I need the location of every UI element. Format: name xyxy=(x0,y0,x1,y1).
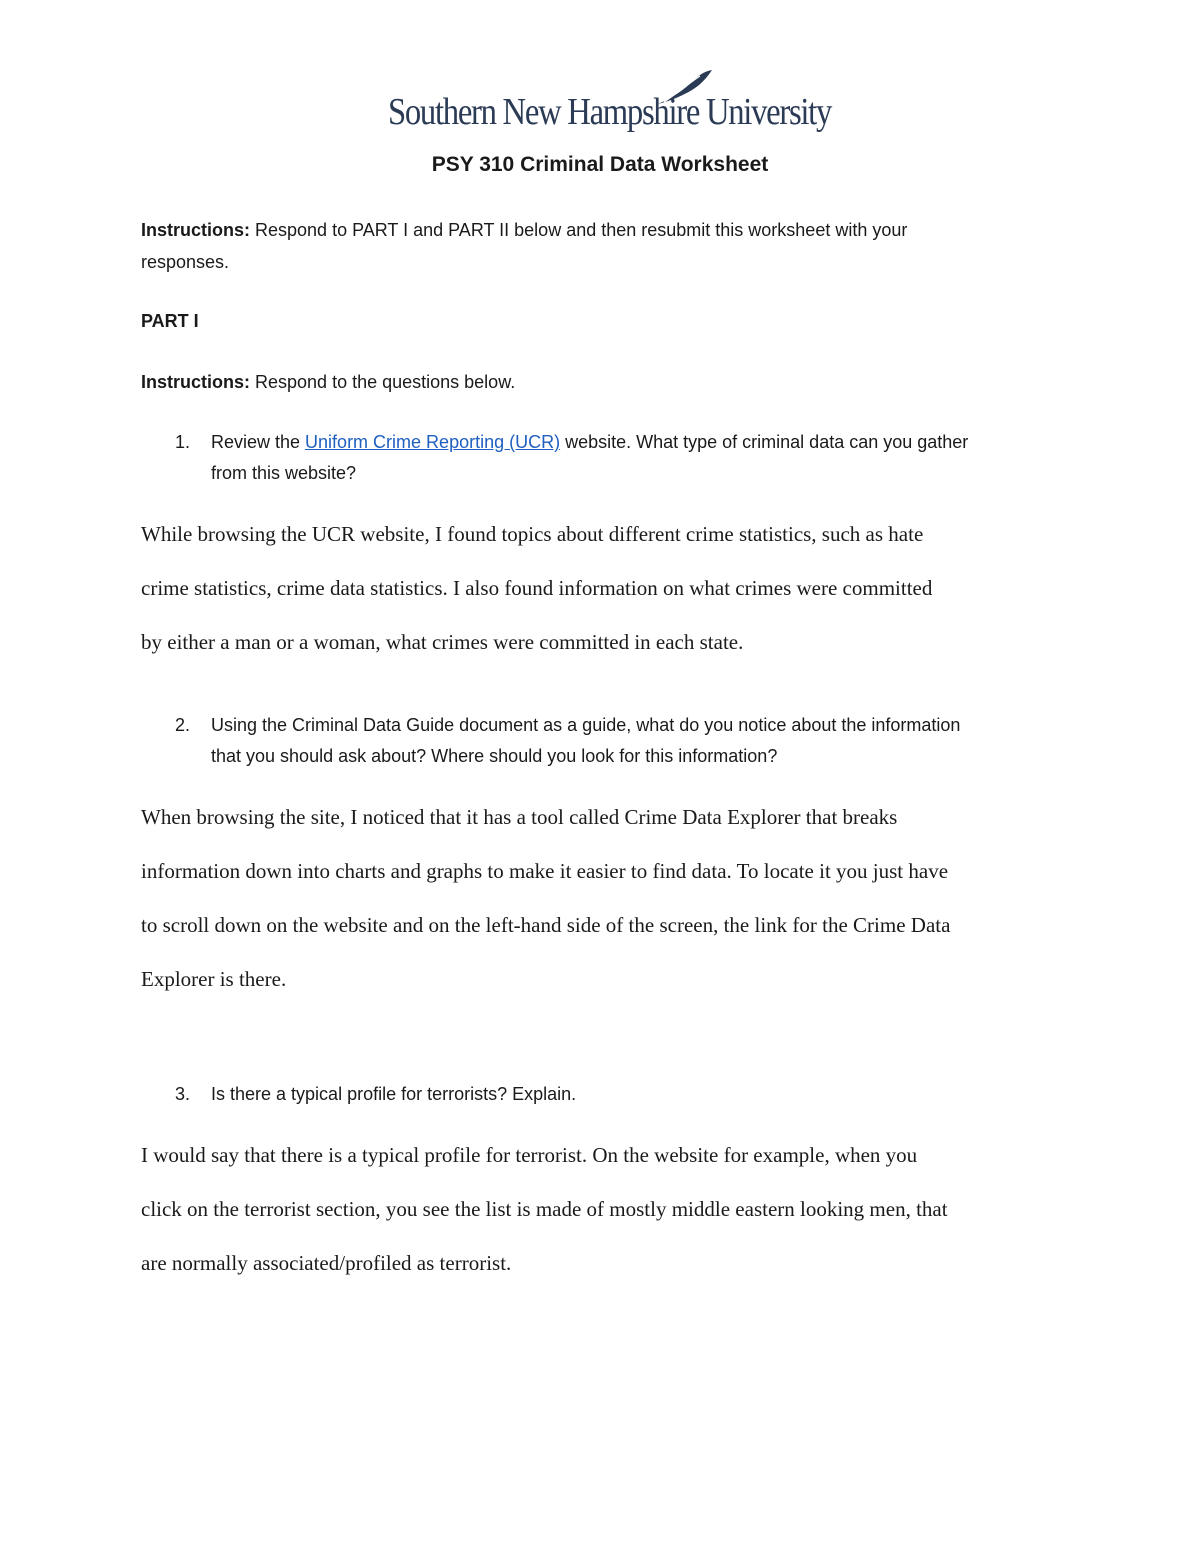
answer-3-line: click on the terrorist section, you see the list is made of mostly middle eastern looking men, that xyxy=(141,1197,948,1221)
ucr-website-link[interactable]: Uniform Crime Reporting (UCR) xyxy=(305,432,561,452)
question-2-line-2: that you should ask about? Where should you look for this information? xyxy=(211,746,778,766)
part1-heading: PART I xyxy=(141,311,199,331)
instructions-text-2: responses. xyxy=(141,252,230,272)
logo-wordmark: Southern New Hampshire University xyxy=(388,91,832,133)
answer-2-line: Explorer is there. xyxy=(141,967,287,991)
question-2-number: 2. xyxy=(175,715,191,735)
answer-1-line: by either a man or a woman, what crimes were committed in each state. xyxy=(141,630,744,654)
part1-instructions-label: Instructions: xyxy=(141,372,251,392)
answer-2-line: to scroll down on the website and on the left-hand side of the screen, the link for the Crime Data xyxy=(141,913,951,937)
university-logo xyxy=(388,68,832,138)
page-title: PSY 310 Criminal Data Worksheet xyxy=(431,153,769,176)
question-1-line-2: from this website? xyxy=(211,463,357,483)
part1-instructions-text: Respond to the questions below. xyxy=(250,372,516,392)
part1-instructions xyxy=(141,372,515,393)
answer-1-line: While browsing the UCR website, I found topics about different crime statistics, such as hate xyxy=(141,522,924,546)
question-1-line-1 xyxy=(211,432,968,453)
instructions-text-1: Respond to PART I and PART II below and then resubmit this worksheet with your xyxy=(250,220,908,240)
answer-3-line: are normally associated/profiled as terrorist. xyxy=(141,1251,512,1275)
answer-3-line: I would say that there is a typical profile for terrorist. On the website for example, when you xyxy=(141,1143,918,1167)
answer-2-line: When browsing the site, I noticed that it has a tool called Crime Data Explorer that breaks xyxy=(141,805,898,829)
question-1-text-before: Review the xyxy=(211,432,306,452)
question-2-line-1: Using the Criminal Data Guide document as a guide, what do you notice about the information xyxy=(211,715,961,735)
question-3-line-1: Is there a typical profile for terrorists? Explain. xyxy=(211,1084,577,1104)
instructions-label: Instructions: xyxy=(141,220,251,240)
question-3-number: 3. xyxy=(175,1084,191,1104)
answer-2-line: information down into charts and graphs to make it easier to find data. To locate it you just have xyxy=(141,859,949,883)
answer-1-line: crime statistics, crime data statistics. I also found information on what crimes were committed xyxy=(141,576,933,600)
question-1-number: 1. xyxy=(175,432,191,452)
instructions-line-1 xyxy=(141,220,907,241)
question-1-text-after: website. What type of criminal data can you gather xyxy=(560,432,969,452)
